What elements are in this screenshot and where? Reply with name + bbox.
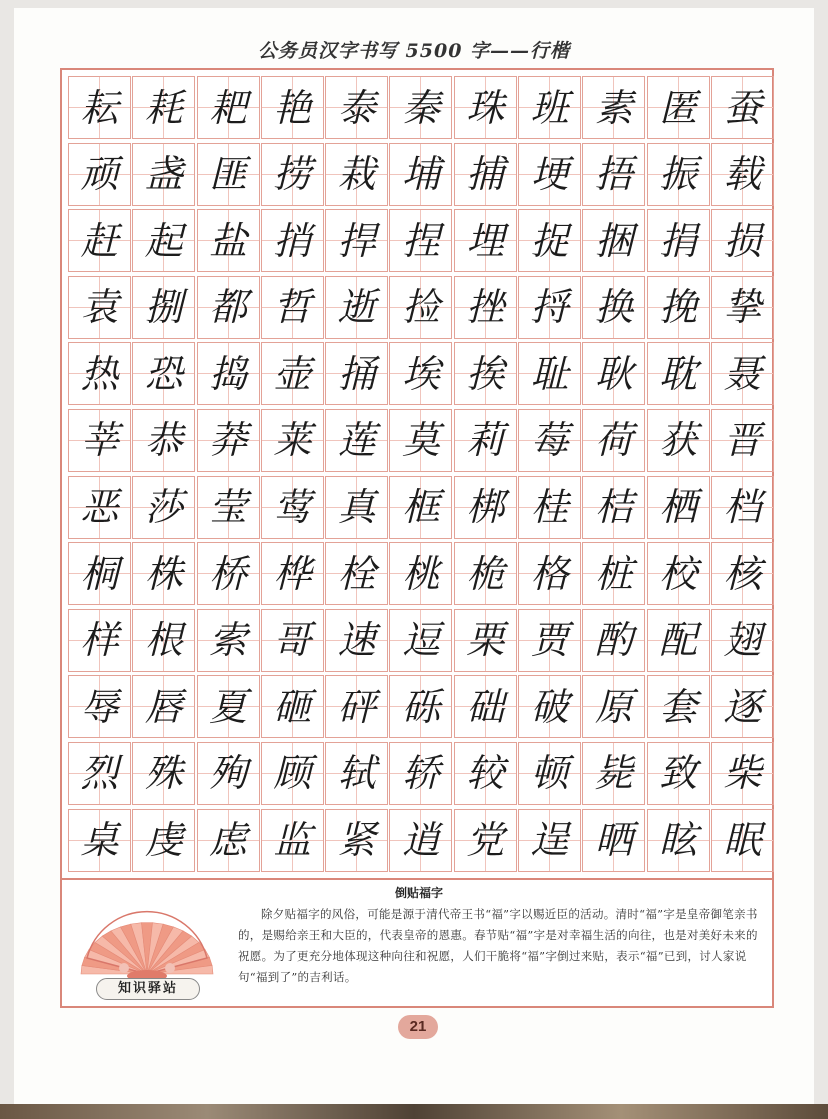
grid-cell [389,209,452,272]
grid-cell [518,742,581,805]
practice-character: 壶 [273,351,312,396]
practice-character: 唇 [144,684,183,729]
grid-cell [389,675,452,738]
practice-character: 莹 [209,485,248,530]
grid-cell [711,276,774,339]
grid-cell [68,609,131,672]
grid-cell [454,276,517,339]
practice-character: 捡 [401,285,440,330]
practice-character: 赶 [80,218,119,263]
grid-cell [454,476,517,539]
practice-character: 桥 [209,551,248,596]
grid-cell [261,609,324,672]
knowledge-station-badge: 知识驿站 [96,978,200,1000]
grid-cell [325,276,388,339]
practice-character: 索 [209,618,248,663]
grid-cell [261,409,324,472]
practice-character: 热 [80,351,119,396]
practice-grid-frame [60,68,774,880]
practice-character: 虑 [209,818,248,863]
grid-cell [518,476,581,539]
grid-cell [261,143,324,206]
practice-character: 桔 [594,485,633,530]
grid-cell [518,809,581,872]
grid-cell [711,476,774,539]
practice-character: 埋 [466,218,505,263]
practice-character: 栽 [337,152,376,197]
grid-cell [197,675,260,738]
grid-cell [197,76,260,139]
practice-character: 础 [466,684,505,729]
practice-character: 砰 [337,684,376,729]
practice-character: 莎 [144,485,183,530]
practice-character: 恭 [144,418,183,463]
practice-character: 毙 [594,751,633,796]
practice-character: 埃 [401,351,440,396]
grid-cell [518,76,581,139]
grid-cell [197,609,260,672]
grid-cell [518,143,581,206]
practice-character: 莓 [530,418,569,463]
practice-character: 监 [273,818,312,863]
practice-character: 莉 [466,418,505,463]
page-number: 21 [398,1015,438,1039]
grid-cell [647,143,710,206]
practice-character: 聂 [723,351,762,396]
grid-cell [582,143,645,206]
practice-character: 配 [659,618,698,663]
practice-character: 眠 [723,818,762,863]
practice-character: 捋 [530,285,569,330]
grid-cell [454,342,517,405]
grid-cell [68,809,131,872]
grid-cell [325,476,388,539]
grid-cell [132,342,195,405]
practice-character: 耿 [594,351,633,396]
practice-character: 哥 [273,618,312,663]
grid-cell [68,209,131,272]
grid-cell [647,209,710,272]
grid-cell [518,409,581,472]
practice-character: 格 [530,551,569,596]
practice-character: 捂 [594,152,633,197]
practice-character: 砸 [273,684,312,729]
grid-cell [711,209,774,272]
grid-cell [132,609,195,672]
grid-cell [582,742,645,805]
grid-cell [647,809,710,872]
practice-character: 挫 [466,285,505,330]
grid-cell [389,409,452,472]
practice-character: 匪 [209,152,248,197]
grid-cell [132,209,195,272]
grid-cell [711,542,774,605]
knowledge-box [60,880,774,1008]
grid-cell [647,342,710,405]
grid-cell [711,609,774,672]
practice-character: 耽 [659,351,698,396]
grid-cell [325,76,388,139]
practice-character: 获 [659,418,698,463]
grid-cell [68,542,131,605]
grid-cell [582,609,645,672]
practice-character: 耗 [144,85,183,130]
practice-character: 虔 [144,818,183,863]
grid-cell [454,609,517,672]
grid-cell [454,409,517,472]
grid-cell [261,476,324,539]
grid-cell [68,76,131,139]
practice-character: 损 [723,218,762,263]
grid-cell [647,276,710,339]
practice-character: 泰 [337,85,376,130]
book-page [14,8,814,1104]
grid-cell [582,809,645,872]
practice-character: 顽 [80,152,119,197]
grid-cell [197,809,260,872]
grid-cell [261,675,324,738]
grid-cell [711,342,774,405]
grid-cell [325,742,388,805]
practice-character: 荷 [594,418,633,463]
grid-cell [582,276,645,339]
practice-character: 破 [530,684,569,729]
practice-character: 辱 [80,684,119,729]
practice-character: 袁 [80,285,119,330]
practice-character: 顾 [273,751,312,796]
practice-character: 桐 [80,551,119,596]
practice-character: 栓 [337,551,376,596]
grid-cell [582,409,645,472]
grid-cell [454,542,517,605]
grid-cell [68,476,131,539]
grid-cell [582,675,645,738]
practice-character: 速 [337,618,376,663]
grid-cell [389,742,452,805]
practice-character: 捆 [594,218,633,263]
grid-cell [197,476,260,539]
practice-character: 贾 [530,618,569,663]
grid-cell [582,542,645,605]
practice-character: 莘 [80,418,119,463]
practice-character: 校 [659,551,698,596]
grid-cell [582,342,645,405]
practice-character: 珠 [466,85,505,130]
practice-character: 班 [530,85,569,130]
grid-cell [261,76,324,139]
grid-cell [132,542,195,605]
practice-character: 酌 [594,618,633,663]
practice-character: 捉 [530,218,569,263]
practice-character: 素 [594,85,633,130]
grid-cell [325,675,388,738]
grid-cell [518,209,581,272]
practice-character: 栗 [466,618,505,663]
practice-character: 档 [723,485,762,530]
grid-cell [389,276,452,339]
practice-character: 逍 [401,818,440,863]
practice-character: 捞 [273,152,312,197]
practice-character: 轿 [401,751,440,796]
practice-character: 捌 [144,285,183,330]
grid-cell [261,809,324,872]
grid-cell [389,609,452,672]
practice-character: 眩 [659,818,698,863]
practice-character: 捏 [401,218,440,263]
grid-cell [197,342,260,405]
grid-cell [711,675,774,738]
grid-cell [261,542,324,605]
practice-character: 逐 [723,684,762,729]
practice-character: 根 [144,618,183,663]
practice-character: 耘 [80,85,119,130]
practice-character: 套 [659,684,698,729]
grid-cell [454,209,517,272]
practice-character: 原 [594,684,633,729]
grid-cell [325,809,388,872]
practice-character: 挚 [723,285,762,330]
practice-character: 换 [594,285,633,330]
practice-character: 哲 [273,285,312,330]
practice-character: 殊 [144,751,183,796]
practice-character: 恐 [144,351,183,396]
grid-cell [132,76,195,139]
grid-cell [454,742,517,805]
practice-character: 莽 [209,418,248,463]
grid-cell [711,409,774,472]
practice-character: 耻 [530,351,569,396]
practice-character: 逞 [530,818,569,863]
grid-cell [647,609,710,672]
practice-character: 莫 [401,418,440,463]
practice-character: 顿 [530,751,569,796]
practice-character: 逝 [337,285,376,330]
grid-cell [711,809,774,872]
grid-cell [68,276,131,339]
practice-character: 株 [144,551,183,596]
practice-character: 载 [723,152,762,197]
practice-character: 挨 [466,351,505,396]
grid-cell [389,143,452,206]
grid-cell [647,409,710,472]
grid-cell [647,742,710,805]
practice-character: 真 [337,485,376,530]
grid-cell [197,143,260,206]
practice-character: 致 [659,751,698,796]
grid-cell [389,476,452,539]
grid-cell [132,809,195,872]
grid-cell [518,542,581,605]
practice-character: 晋 [723,418,762,463]
grid-cell [711,76,774,139]
practice-character: 栖 [659,485,698,530]
practice-character: 紧 [337,818,376,863]
grid-cell [647,76,710,139]
practice-character: 桃 [401,551,440,596]
practice-character: 样 [80,618,119,663]
practice-character: 柴 [723,751,762,796]
grid-cell [325,342,388,405]
folding-fan-icon [72,888,222,988]
grid-cell [132,675,195,738]
grid-cell [325,542,388,605]
page-title: 公务员汉字书写 5500 字——行楷 [257,40,571,62]
practice-character: 烈 [80,751,119,796]
grid-cell [68,342,131,405]
grid-cell [132,143,195,206]
practice-character: 匿 [659,85,698,130]
grid-cell [132,476,195,539]
practice-character: 莱 [273,418,312,463]
grid-cell [711,143,774,206]
practice-character: 挽 [659,285,698,330]
knowledge-body-text: 除夕贴福字的风俗，可能是源于清代帝王书“福”字以赐近臣的活动。清时“福”字是皇帝御笔亲书的，是赐给亲王和大臣的，代表皇帝的恩惠。春节贴“福”字是对幸福生活的向往，也是对美好未来的祝愿。为了更充分地体现这种向往和祝愿，人们干脆将“福”字倒过来贴，表示“福”已到，讨人家说句“福到了”的吉利话。 [238,907,758,984]
grid-cell [197,742,260,805]
practice-character: 捕 [466,152,505,197]
practice-character: 桅 [466,551,505,596]
grid-cell [711,742,774,805]
grid-cell [325,609,388,672]
grid-cell [197,409,260,472]
grid-cell [325,143,388,206]
grid-cell [197,542,260,605]
grid-cell [261,342,324,405]
grid-cell [197,276,260,339]
practice-character: 艳 [273,85,312,130]
grid-cell [454,76,517,139]
grid-cell [389,76,452,139]
practice-character: 恶 [80,485,119,530]
practice-character: 捅 [337,351,376,396]
knowledge-title: 倒贴福字 [394,886,443,900]
practice-grid [68,76,774,872]
practice-character: 晒 [594,818,633,863]
practice-character: 框 [401,485,440,530]
grid-cell [647,675,710,738]
practice-character: 殉 [209,751,248,796]
grid-cell [582,76,645,139]
practice-character: 逗 [401,618,440,663]
practice-character: 捣 [209,351,248,396]
practice-character: 埂 [530,152,569,197]
grid-cell [647,476,710,539]
practice-character: 莲 [337,418,376,463]
practice-character: 莺 [273,485,312,530]
practice-character: 砾 [401,684,440,729]
practice-character: 桩 [594,551,633,596]
practice-character: 桌 [80,818,119,863]
grid-cell [132,742,195,805]
practice-character: 振 [659,152,698,197]
grid-cell [454,675,517,738]
grid-cell [518,609,581,672]
grid-cell [647,542,710,605]
practice-character: 桂 [530,485,569,530]
grid-cell [389,809,452,872]
grid-cell [518,342,581,405]
grid-cell [454,809,517,872]
practice-character: 翅 [723,618,762,663]
grid-cell [582,209,645,272]
grid-cell [261,209,324,272]
practice-character: 党 [466,818,505,863]
practice-character: 蚕 [723,85,762,130]
practice-character: 秦 [401,85,440,130]
practice-character: 核 [723,551,762,596]
practice-character: 捎 [273,218,312,263]
practice-character: 夏 [209,684,248,729]
practice-character: 盐 [209,218,248,263]
practice-character: 较 [466,751,505,796]
grid-cell [518,675,581,738]
practice-character: 埔 [401,152,440,197]
grid-cell [68,742,131,805]
practice-character: 轼 [337,751,376,796]
grid-cell [68,143,131,206]
grid-cell [68,675,131,738]
grid-cell [261,742,324,805]
grid-cell [389,342,452,405]
grid-cell [325,409,388,472]
practice-character: 都 [209,285,248,330]
grid-cell [261,276,324,339]
grid-cell [197,209,260,272]
practice-character: 梆 [466,485,505,530]
practice-character: 捍 [337,218,376,263]
grid-cell [68,409,131,472]
grid-cell [389,542,452,605]
grid-cell [518,276,581,339]
practice-character: 盏 [144,152,183,197]
practice-character: 耙 [209,85,248,130]
grid-cell [132,409,195,472]
grid-cell [325,209,388,272]
practice-character: 桦 [273,551,312,596]
grid-cell [582,476,645,539]
bottom-edge-image [0,1104,828,1119]
grid-cell [454,143,517,206]
practice-character: 起 [144,218,183,263]
practice-character: 捐 [659,218,698,263]
grid-cell [132,276,195,339]
